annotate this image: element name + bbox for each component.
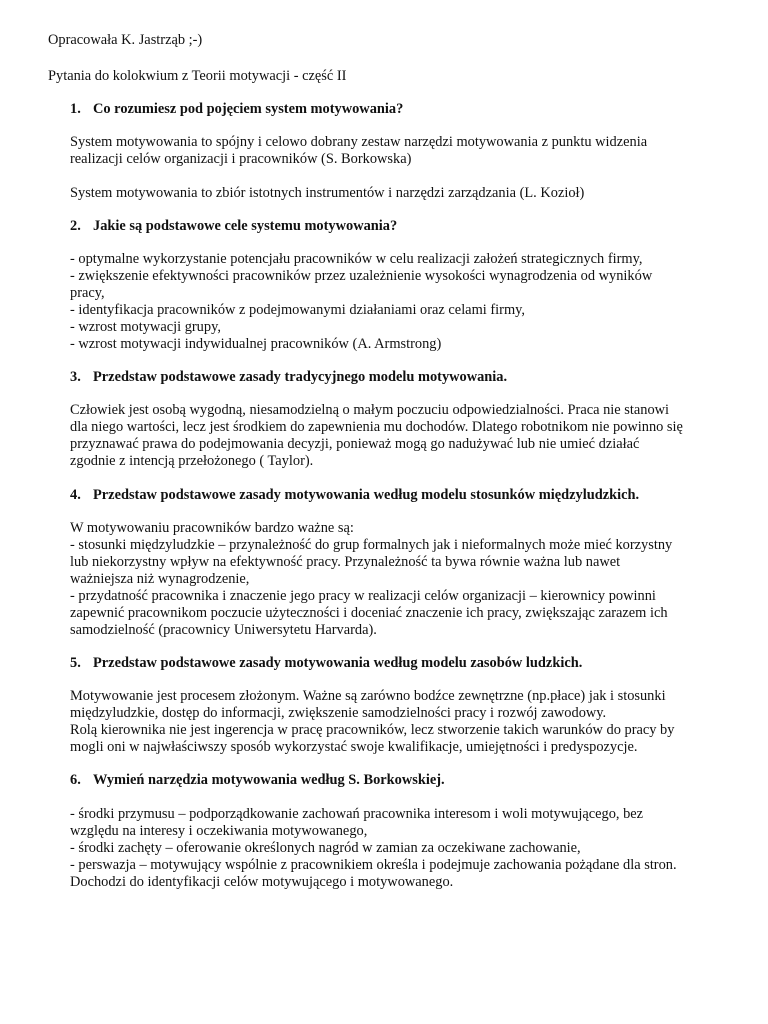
question-text: Przedstaw podstawowe zasady tradycyjnego modelu motywowania.	[93, 369, 508, 385]
document-title: Pytania do kolokwium z Teorii motywacji - część II	[48, 68, 347, 84]
answer-line: System motywowania to spójny i celowo dobrany zestaw narzędzi motywowania z punktu widzenia	[70, 134, 648, 150]
question-number: 4.	[70, 487, 81, 503]
answer-line: ważniejsza niż wynagrodzenie,	[70, 571, 250, 587]
question-heading-5	[70, 655, 582, 672]
answer-line: - wzrost motywacji grupy,	[70, 319, 221, 335]
answer-line: W motywowaniu pracowników bardzo ważne są:	[70, 520, 354, 536]
answer-line: mogli oni w najwłaściwszy sposób wykorzystać swoje kwalifikacje, umiejętności i predyspozycje.	[70, 739, 638, 755]
question-number: 2.	[70, 218, 81, 234]
answer-line: samodzielność (pracownicy Uniwersytetu Harvarda).	[70, 622, 377, 638]
answer-line: Rolą kierownika nie jest ingerencja w pracę pracowników, lecz stworzenie takich warunków do pracy by	[70, 722, 675, 738]
question-heading-1	[70, 101, 403, 118]
answer-line: - środki przymusu – podporządkowanie zachowań pracownika interesom i woli motywującego, bez	[70, 806, 644, 822]
answer-line: - zwiększenie efektywności pracowników przez uzależnienie wysokości wynagrodzenia od wyników	[70, 268, 653, 284]
answer-line: System motywowania to zbiór istotnych instrumentów i narzędzi zarządzania (L. Kozioł)	[70, 185, 585, 201]
question-text: Co rozumiesz pod pojęciem system motywowania?	[93, 101, 404, 117]
answer-line: przyznawać prawa do podejmowania decyzji, ponieważ mogą go nadużywać lub nie umieć działać	[70, 436, 640, 452]
question-number: 1.	[70, 101, 81, 117]
answer-line: względu na interesy i oczekiwania motywowanego,	[70, 823, 368, 839]
question-text: Przedstaw podstawowe zasady motywowania według modelu stosunków międzyludzkich.	[93, 487, 640, 503]
answer-line: pracy,	[70, 285, 105, 301]
answer-line: Człowiek jest osobą wygodną, niesamodzielną o małym poczuciu odpowiedzialności. Praca nie stanowi	[70, 402, 670, 418]
answer-line: międzyludzkie, dostęp do informacji, zwiększenie samodzielności pracy i rozwój zawodowy.	[70, 705, 607, 721]
answer-line: - wzrost motywacji indywidualnej pracowników (A. Armstrong)	[70, 336, 442, 352]
answer-line: realizacji celów organizacji i pracowników (S. Borkowska)	[70, 151, 412, 167]
answer-line: zgodnie z intencją przełożonego ( Taylor).	[70, 453, 314, 469]
answer-line: - przydatność pracownika i znaczenie jego pracy w realizacji celów organizacji – kierownicy powinni	[70, 588, 656, 604]
answer-line: Motywowanie jest procesem złożonym. Ważne są zarówno bodźce zewnętrzne (np.płace) jak i stosunki	[70, 688, 666, 704]
answer-line: lub niekorzystny wpływ na efektywność pracy. Przynależność ta bywa równie ważna lub nawet	[70, 554, 621, 570]
answer-line: - perswazja – motywujący wspólnie z pracownikiem określa i podejmuje zachowania pożądane dla stron.	[70, 857, 677, 873]
question-heading-2	[70, 218, 397, 235]
question-number: 5.	[70, 655, 81, 671]
answer-line: Dochodzi do identyfikacji celów motywującego i motywowanego.	[70, 874, 454, 890]
author-line: Opracowała K. Jastrząb ;-)	[48, 32, 203, 48]
answer-line: - stosunki międzyludzkie – przynależność do grup formalnych jak i nieformalnych może mieć korzystny	[70, 537, 673, 553]
question-heading-4	[70, 487, 639, 504]
question-text: Przedstaw podstawowe zasady motywowania według modelu zasobów ludzkich.	[93, 655, 583, 671]
question-text: Jakie są podstawowe cele systemu motywowania?	[93, 218, 398, 234]
answer-line: - optymalne wykorzystanie potencjału pracowników w celu realizacji założeń strategicznych firmy,	[70, 251, 643, 267]
question-heading-6	[70, 772, 445, 789]
question-number: 6.	[70, 772, 81, 788]
question-number: 3.	[70, 369, 81, 385]
question-heading-3	[70, 369, 507, 386]
answer-line: - środki zachęty – oferowanie określonych nagród w zamian za oczekiwane zachowanie,	[70, 840, 581, 856]
answer-line: dla niego wartości, lecz jest środkiem do zapewnienia mu dochodów. Dlatego robotnikom nie powinno się	[70, 419, 683, 435]
answer-line: - identyfikacja pracowników z podejmowanymi działaniami oraz celami firmy,	[70, 302, 525, 318]
question-text: Wymień narzędzia motywowania według S. Borkowskiej.	[93, 772, 445, 788]
answer-line: zapewnić pracownikom poczucie użyteczności i doceniać znaczenie ich pracy, zwiększając zarazem ich	[70, 605, 668, 621]
